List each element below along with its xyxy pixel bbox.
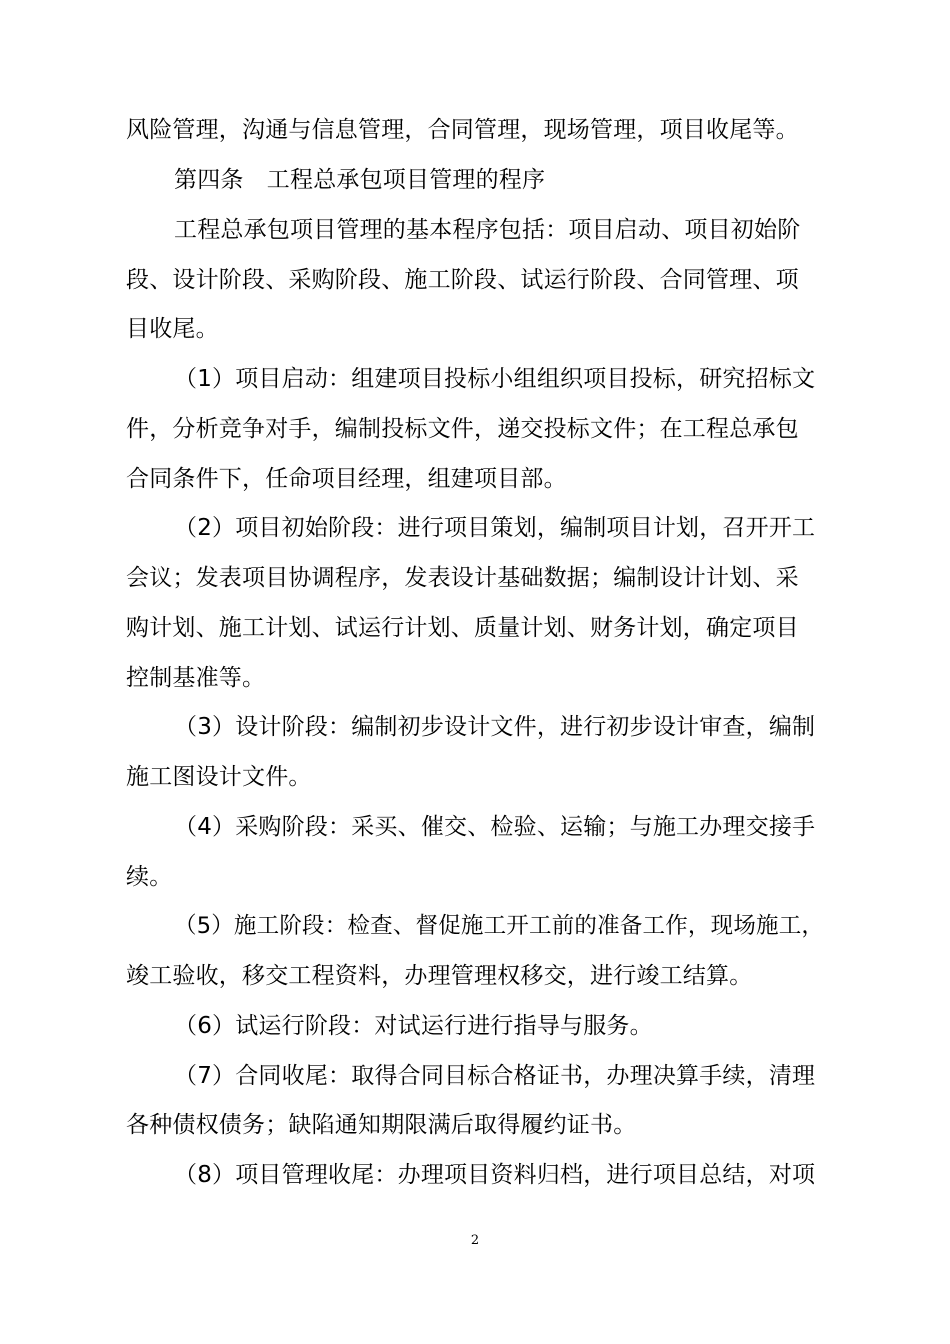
text-line: 控制基准等。: [126, 665, 266, 691]
text-line: 段、设计阶段、采购阶段、施工阶段、试运行阶段、合同管理、项: [126, 267, 799, 293]
text-line: （2）项目初始阶段：进行项目策划，编制项目计划，召开开工: [174, 515, 816, 541]
text-line: （6）试运行阶段：对试运行进行指导与服务。: [174, 1013, 653, 1039]
text-line: 合同条件下，任命项目经理，组建项目部。: [126, 466, 567, 492]
text-line: 续。: [126, 864, 173, 890]
text-line: （1）项目启动：组建项目投标小组组织项目投标，研究招标文: [174, 366, 816, 392]
text-line: 施工图设计文件。: [126, 764, 312, 790]
text-line: 竣工验收，移交工程资料，办理管理权移交，进行竣工结算。: [126, 963, 753, 989]
text-line: （3）设计阶段：编制初步设计文件，进行初步设计审查，编制: [174, 714, 816, 740]
text-line: （8）项目管理收尾：办理项目资料归档，进行项目总结，对项: [174, 1162, 816, 1188]
text-line: （7）合同收尾：取得合同目标合格证书，办理决算手续，清理: [174, 1063, 816, 1089]
text-line: 目收尾。: [126, 316, 219, 342]
text-line: 风险管理，沟通与信息管理，合同管理，现场管理，项目收尾等。: [126, 117, 799, 143]
text-line: 件，分析竞争对手，编制投标文件，递交投标文件；在工程总承包: [126, 416, 799, 442]
text-line: 工程总承包项目管理的基本程序包括：项目启动、项目初始阶: [174, 217, 801, 243]
text-line: 会议；发表项目协调程序，发表设计基础数据；编制设计计划、采: [126, 565, 799, 591]
page-number: 2: [470, 1233, 480, 1248]
text-line: （4）采购阶段：采买、催交、检验、运输；与施工办理交接手: [174, 814, 816, 840]
text-line: 购计划、施工计划、试运行计划、质量计划、财务计划，确定项目: [126, 615, 799, 641]
text-line: （5）施工阶段：检查、督促施工开工前的准备工作，现场施工，: [174, 913, 825, 939]
text-line: 各种债权债务；缺陷通知期限满后取得履约证书。: [126, 1112, 637, 1138]
article-heading: 第四条 工程总承包项目管理的程序: [174, 167, 546, 193]
